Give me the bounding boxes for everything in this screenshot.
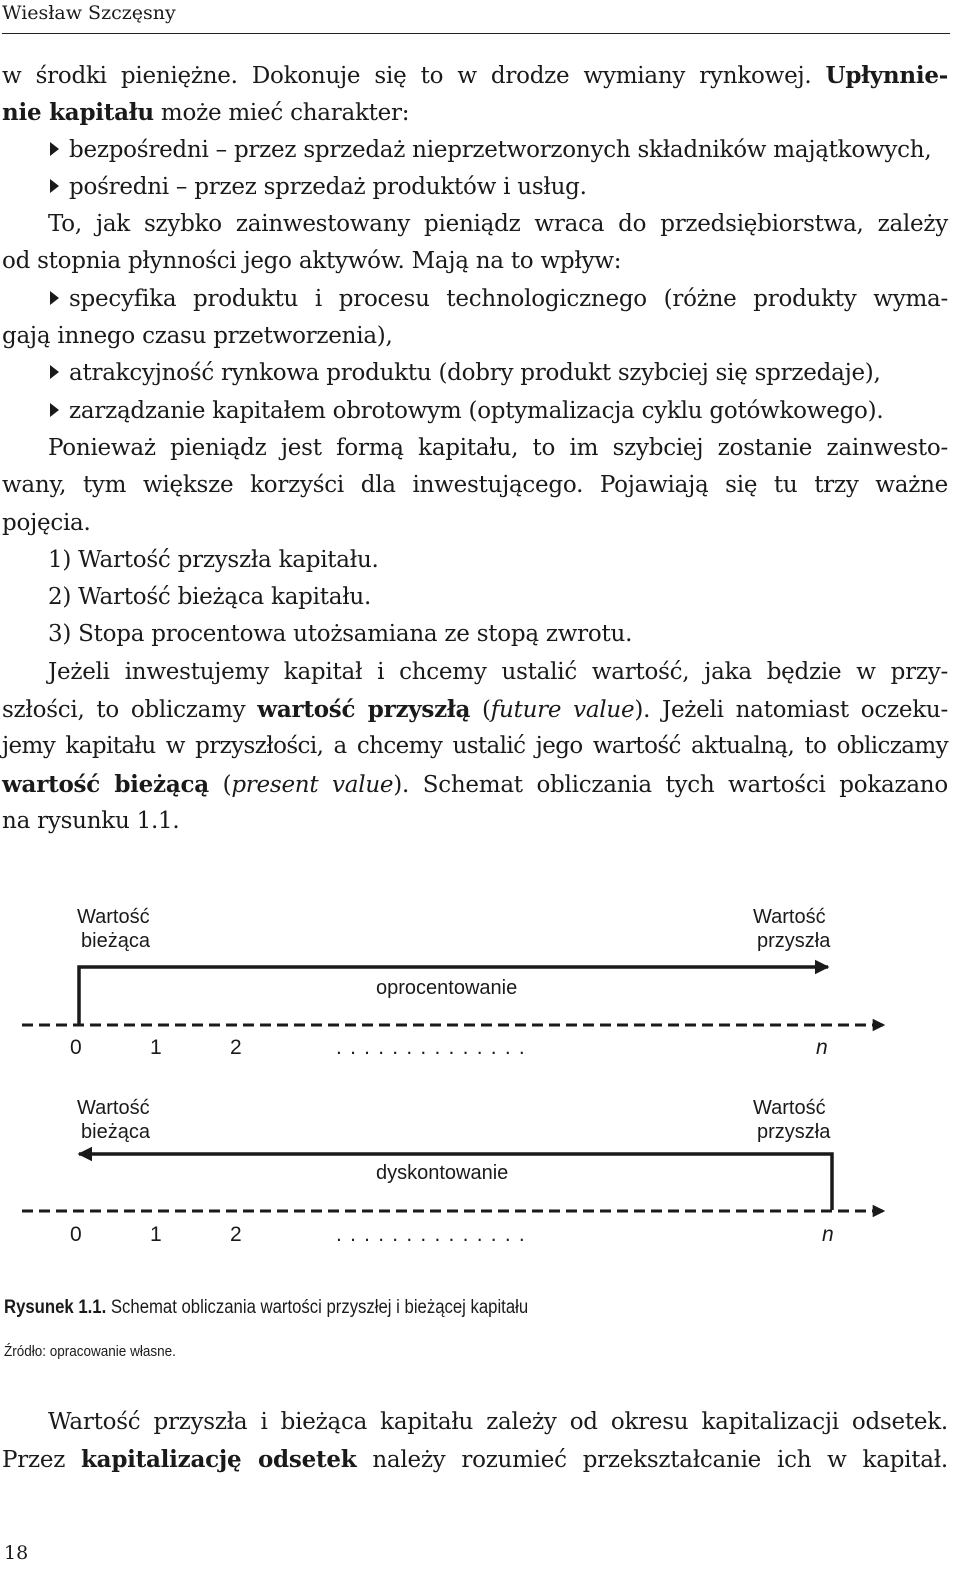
figure-source: Źródło: opracowanie własne. (4, 1343, 176, 1360)
bullet-item: zarządzanie kapitałem obrotowym (optymalizacja cyklu gotówkowego). (2, 393, 948, 430)
triangle-bullet-icon (50, 142, 59, 156)
compounding-discounting-diagram (0, 892, 960, 1262)
top-right-label-line2: przyszła (757, 930, 831, 952)
triangle-bullet-icon (50, 291, 59, 305)
compounding-label: oprocentowanie (376, 977, 518, 999)
tick-dots: . . . . . . . . . . . . . . (336, 1036, 526, 1059)
text-line: pojęcia. (2, 509, 91, 536)
caption-text: Schemat obliczania wartości przyszłej i bieżącej kapitału (110, 1297, 529, 1318)
text-line: jemy kapitału w przyszłości, a chcemy ustalić jego wartość aktualną, to obliczamy (2, 733, 948, 760)
text-line: gają innego czasu przetworzenia), (2, 323, 393, 350)
tick-2: 2 (230, 1036, 242, 1059)
triangle-bullet-icon (50, 179, 59, 193)
text-line: Jeżeli inwestujemy kapitał i chcemy ustalić wartość, jaka będzie w przy- (48, 658, 948, 685)
triangle-bullet-icon (50, 365, 59, 379)
top-left-label-line2: bieżąca (81, 930, 150, 952)
header-author: Wiesław Szczęsny (2, 2, 176, 24)
bottom-right-label-line1: Wartość (753, 1097, 826, 1119)
numbered-item: 1) Wartość przyszła kapitału. (48, 546, 379, 573)
caption-label: Rysunek 1.1. (4, 1297, 107, 1318)
tick-n: n (816, 1036, 828, 1059)
top-left-label-line1: Wartość (77, 906, 150, 928)
running-header (2, 0, 950, 34)
bullet-item: pośredni – przez sprzedaż produktów i usług. (2, 169, 948, 206)
bullet-item: bezpośredni – przez sprzedaż nieprzetworzonych składników majątkowych, (2, 132, 948, 169)
text-line: Wartość przyszła i bieżąca kapitału zależy od okresu kapitalizacji odsetek. (48, 1409, 948, 1435)
text-line: Przez kapitalizację odsetek należy rozumieć przekształcanie ich w kapitał. (2, 1446, 948, 1474)
triangle-bullet-icon (50, 403, 59, 417)
tick-1: 1 (150, 1223, 162, 1246)
tick-2: 2 (230, 1223, 242, 1246)
text-line: wartość bieżącą (present value). Schemat obliczania tych wartości pokazano (2, 770, 948, 798)
top-diagram (22, 906, 884, 1059)
text-line: na rysunku 1.1. (2, 807, 180, 834)
numbered-item: 3) Stopa procentowa utożsamiana ze stopą zwrotu. (48, 621, 633, 648)
numbered-item: 2) Wartość bieżąca kapitału. (48, 584, 372, 611)
bullet-item: atrakcyjność rynkowa produktu (dobry produkt szybciej się sprzedaje), (2, 355, 948, 392)
text-line: wany, tym większe korzyści dla inwestującego. Pojawiają się tu trzy ważne (2, 472, 948, 499)
bottom-right-label-line2: przyszła (757, 1121, 831, 1143)
text-line: Ponieważ pieniądz jest formą kapitału, to im szybciej zostanie zainwesto- (48, 434, 948, 461)
bullet-item: specyfika produktu i procesu technologicznego (różne produkty wyma- (2, 281, 948, 318)
tick-n: n (822, 1223, 834, 1246)
tick-1: 1 (150, 1036, 162, 1059)
top-right-label-line1: Wartość (753, 906, 826, 928)
tick-0: 0 (70, 1036, 82, 1059)
text-line: To, jak szybko zainwestowany pieniądz wraca do przedsiębiorstwa, zależy (48, 211, 948, 238)
page-number: 18 (4, 1542, 29, 1564)
text-line: od stopnia płynności jego aktywów. Mają na to wpływ: (2, 248, 622, 275)
body-text-top (2, 57, 948, 840)
text-line: w środki pieniężne. Dokonuje się to w drodze wymiany rynkowej. Upłynnie- (2, 62, 948, 89)
tick-dots: . . . . . . . . . . . . . . (336, 1223, 526, 1246)
bottom-diagram (22, 1097, 884, 1246)
figure-caption (4, 1297, 528, 1319)
text-line: szłości, to obliczamy wartość przyszłą (future value). Jeżeli natomiast oczeku- (2, 696, 948, 724)
discounting-label: dyskontowanie (376, 1162, 509, 1184)
text-line: nie kapitału może mieć charakter: (2, 99, 410, 127)
tick-0: 0 (70, 1223, 82, 1246)
bottom-left-label-line2: bieżąca (81, 1121, 150, 1143)
bottom-left-label-line1: Wartość (77, 1097, 150, 1119)
body-text-bottom (2, 1404, 948, 1479)
